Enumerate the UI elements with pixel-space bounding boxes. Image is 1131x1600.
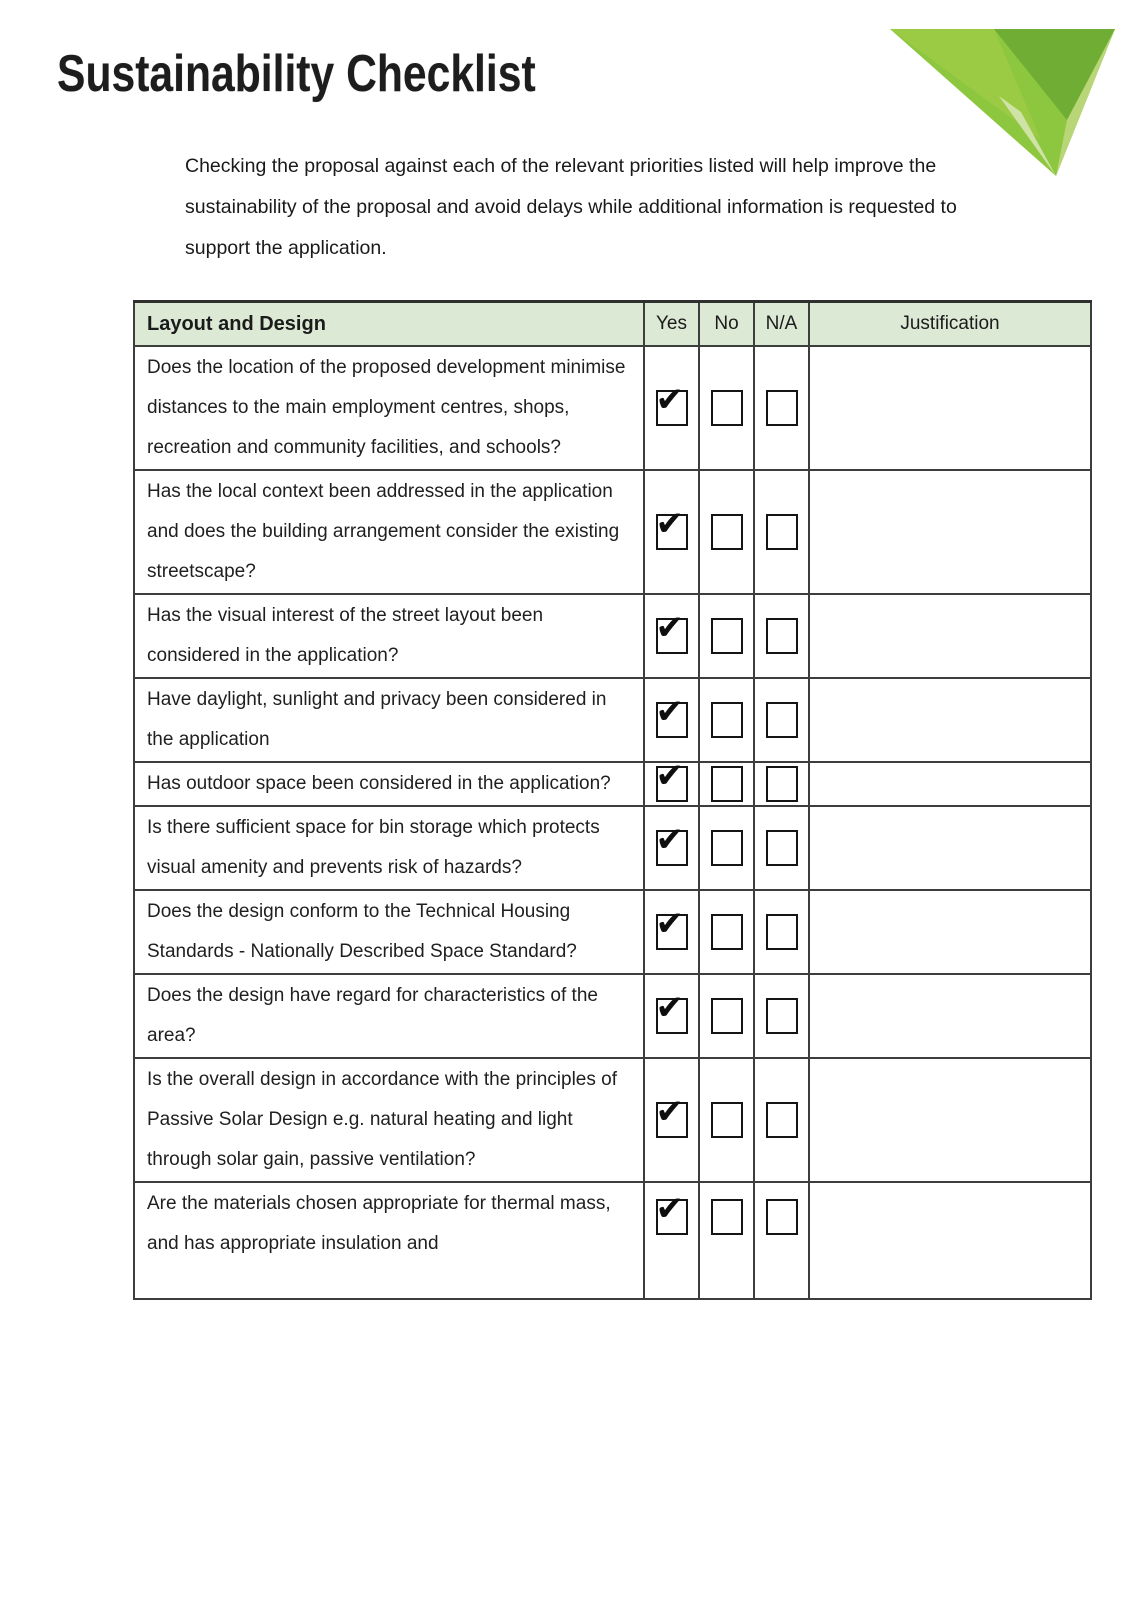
yes-cell [644, 806, 699, 890]
table-row [134, 806, 1091, 890]
check-icon: ✔ [655, 692, 684, 732]
na-cell [754, 1182, 809, 1299]
checkbox-na[interactable] [766, 1102, 798, 1138]
checkbox-na[interactable] [766, 514, 798, 550]
no-cell [699, 974, 754, 1058]
page-title: Sustainability Checklist [57, 45, 536, 103]
check-icon: ✔ [655, 988, 684, 1028]
yes-cell [644, 890, 699, 974]
no-cell [699, 346, 754, 470]
checkbox-yes[interactable] [655, 1092, 688, 1138]
checkbox-yes[interactable] [655, 1189, 688, 1235]
checkbox-na[interactable] [766, 702, 798, 738]
checkbox-no[interactable] [711, 618, 743, 654]
table-row [134, 890, 1091, 974]
no-cell [699, 1182, 754, 1299]
checkbox-no[interactable] [711, 702, 743, 738]
checkbox-no[interactable] [711, 1102, 743, 1138]
checkbox-yes[interactable] [655, 380, 688, 426]
question-text: Has the visual interest of the street layout been considered in the application? [134, 594, 644, 678]
checkbox-yes[interactable] [655, 692, 688, 738]
check-icon: ✔ [655, 608, 684, 648]
yes-cell [644, 470, 699, 594]
check-icon: ✔ [655, 904, 684, 944]
yes-cell [644, 756, 699, 806]
no-cell [699, 806, 754, 890]
yes-cell [644, 346, 699, 470]
na-cell [754, 762, 809, 806]
checkbox-na[interactable] [766, 830, 798, 866]
na-cell [754, 806, 809, 890]
checkbox-yes[interactable] [655, 904, 688, 950]
checkbox-no[interactable] [711, 766, 743, 802]
justification-cell[interactable] [809, 346, 1091, 470]
yes-cell [644, 1058, 699, 1182]
justification-cell[interactable] [809, 1058, 1091, 1182]
checkbox-yes[interactable] [655, 988, 688, 1034]
checkbox-na[interactable] [766, 1199, 798, 1235]
no-cell [699, 890, 754, 974]
justification-cell[interactable] [809, 890, 1091, 974]
na-cell [754, 594, 809, 678]
check-icon: ✔ [655, 1092, 684, 1132]
yes-cell [644, 974, 699, 1058]
question-text: Have daylight, sunlight and privacy been considered in the application [134, 678, 644, 762]
header-yes: Yes [644, 302, 699, 347]
check-icon: ✔ [655, 756, 684, 796]
question-text: Has outdoor space been considered in the application? [134, 762, 644, 806]
checkbox-no[interactable] [711, 514, 743, 550]
checkbox-na[interactable] [766, 766, 798, 802]
na-cell [754, 470, 809, 594]
justification-cell[interactable] [809, 1182, 1091, 1299]
checkbox-yes[interactable] [655, 504, 688, 550]
table-row [134, 1182, 1091, 1299]
checkbox-yes[interactable] [655, 820, 688, 866]
question-text: Does the design conform to the Technical Housing Standards - Nationally Described Space Standard? [134, 890, 644, 974]
header-justification: Justification [809, 302, 1091, 347]
question-text: Does the location of the proposed development minimise distances to the main employment centres, shops, recreation and community facilities, and schools? [134, 346, 644, 470]
checkbox-no[interactable] [711, 390, 743, 426]
checkbox-yes[interactable] [655, 756, 688, 802]
yes-cell [644, 1182, 699, 1299]
na-cell [754, 346, 809, 470]
table-row [134, 346, 1091, 470]
table-row [134, 594, 1091, 678]
header-no: No [699, 302, 754, 347]
justification-cell[interactable] [809, 806, 1091, 890]
header-na: N/A [754, 302, 809, 347]
question-text: Are the materials chosen appropriate for thermal mass, and has appropriate insulation and [134, 1182, 644, 1299]
na-cell [754, 678, 809, 762]
yes-cell [644, 678, 699, 762]
checkbox-no[interactable] [711, 1199, 743, 1235]
checkbox-na[interactable] [766, 618, 798, 654]
no-cell [699, 1058, 754, 1182]
no-cell [699, 594, 754, 678]
check-icon: ✔ [655, 1189, 684, 1229]
no-cell [699, 470, 754, 594]
justification-cell[interactable] [809, 470, 1091, 594]
checkbox-na[interactable] [766, 998, 798, 1034]
justification-cell[interactable] [809, 762, 1091, 806]
no-cell [699, 762, 754, 806]
table-row [134, 974, 1091, 1058]
intro-paragraph: Checking the proposal against each of the relevant priorities listed will help improve the sustainability of the proposal and avoid delays while additional information is requested to support the application. [185, 154, 957, 259]
no-cell [699, 678, 754, 762]
question-text: Does the design have regard for characteristics of the area? [134, 974, 644, 1058]
na-cell [754, 1058, 809, 1182]
checkbox-yes[interactable] [655, 608, 688, 654]
table-header-row [134, 302, 1091, 347]
table-row [134, 1058, 1091, 1182]
checkbox-na[interactable] [766, 914, 798, 950]
checklist-table [133, 300, 1092, 1300]
yes-cell [644, 594, 699, 678]
check-icon: ✔ [655, 504, 684, 544]
justification-cell[interactable] [809, 594, 1091, 678]
table-row [134, 678, 1091, 762]
checkbox-no[interactable] [711, 998, 743, 1034]
header-layout-and-design: Layout and Design [134, 302, 644, 347]
checkbox-na[interactable] [766, 390, 798, 426]
table-row [134, 470, 1091, 594]
justification-cell[interactable] [809, 678, 1091, 762]
question-text: Is there sufficient space for bin storage which protects visual amenity and prevents risk of hazards? [134, 806, 644, 890]
checkbox-no[interactable] [711, 914, 743, 950]
question-text: Has the local context been addressed in the application and does the building arrangement consider the existing streetscape? [134, 470, 644, 594]
checkbox-no[interactable] [711, 830, 743, 866]
na-cell [754, 974, 809, 1058]
table-row [134, 762, 1091, 806]
table-body [134, 346, 1091, 1299]
justification-cell[interactable] [809, 974, 1091, 1058]
check-icon: ✔ [655, 380, 684, 420]
check-icon: ✔ [655, 820, 684, 860]
na-cell [754, 890, 809, 974]
question-text: Is the overall design in accordance with the principles of Passive Solar Design e.g. natural heating and light through solar gain, passive ventilation? [134, 1058, 644, 1182]
